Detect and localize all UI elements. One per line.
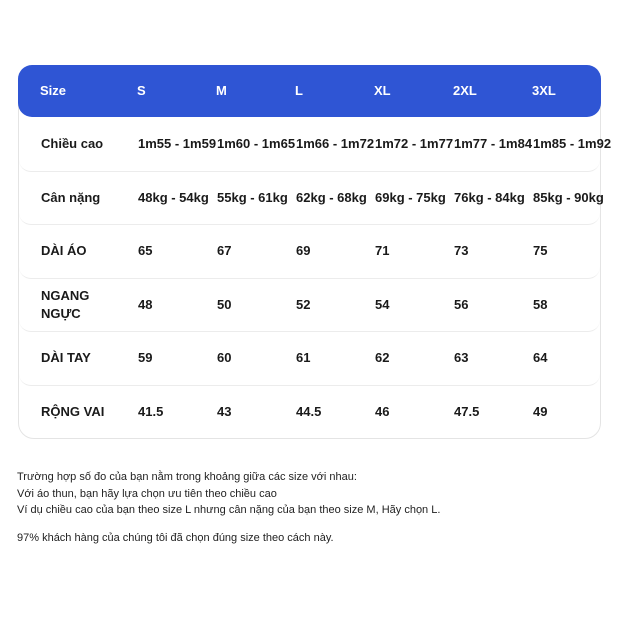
table-cell: 64 bbox=[533, 350, 548, 366]
row-label: RỘNG VAI bbox=[41, 403, 105, 419]
table-cell: 62kg - 68kg bbox=[296, 189, 367, 205]
table-cell: 52 bbox=[296, 296, 311, 312]
table-cell: 44.5 bbox=[296, 403, 322, 419]
note-line-1: Trường hợp số đo của bạn nằm trong khoảng giữa các size với nhau: bbox=[17, 471, 357, 483]
header-cell-size: Size bbox=[40, 83, 67, 98]
note-line-4: 97% khách hàng của chúng tôi đã chọn đúng size theo cách này. bbox=[17, 532, 334, 544]
table-cell: 63 bbox=[454, 350, 469, 366]
table-cell: 67 bbox=[217, 243, 232, 259]
table-row-dai-ao bbox=[19, 225, 600, 279]
table-body bbox=[18, 103, 612, 439]
table-cell: 1m72 - 1m77 bbox=[375, 136, 454, 152]
table-cell: 73 bbox=[454, 243, 469, 259]
header-cell-m: M bbox=[216, 83, 227, 98]
header-cell-3xl: 3XL bbox=[532, 83, 556, 98]
table-cell: 58 bbox=[533, 296, 548, 312]
table-cell: 56 bbox=[454, 296, 469, 312]
table-row-chieu-cao bbox=[19, 118, 612, 172]
table-cell: 46 bbox=[375, 403, 390, 419]
table-cell: 43 bbox=[217, 403, 232, 419]
table-cell: 75 bbox=[533, 243, 548, 259]
table-cell: 69kg - 75kg bbox=[375, 189, 446, 205]
table-cell: 54 bbox=[375, 296, 390, 312]
header-cell-s: S bbox=[137, 83, 146, 98]
table-row-can-nang bbox=[19, 172, 604, 226]
table-cell: 48 bbox=[138, 296, 153, 312]
table-cell: 65 bbox=[138, 243, 153, 259]
table-cell: 1m85 - 1m92 bbox=[533, 136, 612, 152]
table-cell: 55kg - 61kg bbox=[217, 189, 288, 205]
note-line-3: Ví dụ chiều cao của bạn theo size L nhưng cân nặng của bạn theo size M, Hãy chọn L. bbox=[17, 504, 441, 516]
table-cell: 41.5 bbox=[138, 403, 164, 419]
table-row-dai-tay bbox=[19, 332, 600, 386]
row-label: DÀI TAY bbox=[41, 350, 91, 366]
header-cell-xl: XL bbox=[374, 83, 391, 98]
table-cell: 69 bbox=[296, 243, 311, 259]
table-cell: 85kg - 90kg bbox=[533, 189, 604, 205]
table-cell: 76kg - 84kg bbox=[454, 189, 525, 205]
row-label: Chiều cao bbox=[41, 136, 104, 152]
table-cell: 1m77 - 1m84 bbox=[454, 136, 533, 152]
table-cell: 59 bbox=[138, 350, 153, 366]
table-cell: 60 bbox=[217, 350, 232, 366]
header-cell-l: L bbox=[295, 83, 303, 98]
table-cell: 1m55 - 1m59 bbox=[138, 136, 217, 152]
header-cell-2xl: 2XL bbox=[453, 83, 477, 98]
table-row-rong-vai bbox=[19, 386, 600, 439]
size-chart-table bbox=[18, 65, 612, 439]
table-cell: 50 bbox=[217, 296, 232, 312]
table-cell: 62 bbox=[375, 350, 390, 366]
table-cell: 61 bbox=[296, 350, 311, 366]
row-label: Cân nặng bbox=[41, 189, 101, 205]
note-line-2: Với áo thun, bạn hãy lựa chọn ưu tiên theo chiều cao bbox=[17, 488, 277, 500]
row-label: NGANG NGỰC bbox=[41, 287, 90, 321]
table-cell: 71 bbox=[375, 243, 390, 259]
table-cell: 1m60 - 1m65 bbox=[217, 136, 296, 152]
table-header bbox=[18, 65, 601, 117]
table-cell: 49 bbox=[533, 403, 548, 419]
table-cell: 47.5 bbox=[454, 403, 480, 419]
table-cell: 1m66 - 1m72 bbox=[296, 136, 375, 152]
table-row-ngang-nguc bbox=[19, 279, 600, 333]
table-cell: 48kg - 54kg bbox=[138, 189, 209, 205]
row-label: DÀI ÁO bbox=[41, 243, 87, 259]
